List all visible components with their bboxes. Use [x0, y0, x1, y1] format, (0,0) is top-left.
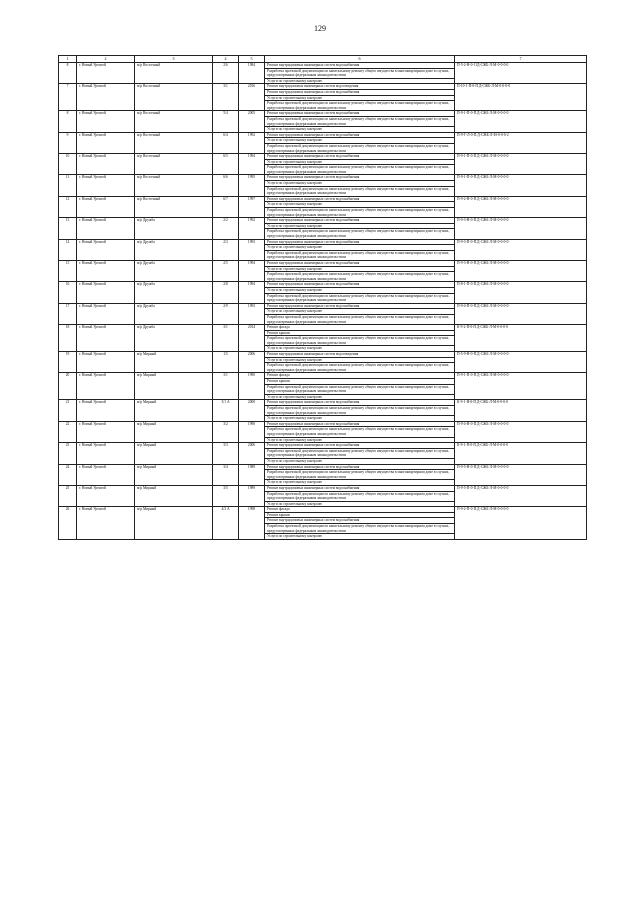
house-cell: 3/3 [213, 443, 239, 464]
work-type-cell: Услуги по строительному контролю [265, 181, 455, 187]
year-cell: 2006 [239, 443, 265, 464]
house-cell: 6/5 [213, 154, 239, 175]
object-code-cell: П-9-1-П-0-П.Д-СЖБ-Л-М-0-0-0-0 [455, 175, 587, 196]
city-cell: г. Новый Уренгой [77, 260, 135, 281]
year-cell: 1990 [239, 421, 265, 442]
year-cell: 1989 [239, 464, 265, 485]
object-code-cell: П-10-1-П-0-П.Д-СЖБ-Л-М-0-0-0-0 [455, 84, 587, 111]
city-cell: г. Новый Уренгой [77, 507, 135, 540]
city-cell: г. Новый Уренгой [77, 111, 135, 132]
city-cell: г. Новый Уренгой [77, 485, 135, 506]
city-cell: г. Новый Уренгой [77, 63, 135, 84]
year-cell: 2016 [239, 84, 265, 111]
house-cell: 3/1 А [213, 400, 239, 421]
city-cell: г. Новый Уренгой [77, 282, 135, 303]
object-code-cell: К-9-1-Н-0-П.Д-СЖБ-Л-М-0-0-0-0 [455, 400, 587, 421]
object-code-cell: К-9-2-П-0-П.Д-СЖБ-Л-М-0-0-0-0 [455, 325, 587, 352]
year-cell: 2005 [239, 111, 265, 132]
work-type-cell: Разработка проектной документации по капитальному ремонту общего имущества в многоквартирном доме в случаях, предусмотренных федеральным законодательством [265, 384, 455, 394]
district-cell: м/р Дружба [135, 282, 213, 303]
object-code-cell: П-9-4-Н-0-П.Д-СЖБ-Л-М-0-0-0-0 [455, 421, 587, 442]
object-code-cell: П-9-2-Н-0-П.Д-СЖБ-Л-М-0-0-0-0 [455, 196, 587, 217]
house-cell: 1/5 [213, 352, 239, 373]
object-code-cell: П-9-Т-Л-0-П.Д-СЖБ-Л-М-0-0-0-2 [455, 132, 587, 153]
table-row [59, 421, 587, 427]
work-type-cell: Ремонт внутридомовых инженерных систем водоснабжения [265, 239, 455, 245]
row-number: 8 [59, 63, 77, 84]
work-type-cell: Разработка проектной документации по капитальному ремонту общего имущества в многоквартирном доме в случаях, предусмотренных федеральным законодательством [265, 208, 455, 218]
work-type-cell: Услуги по строительному контролю [265, 138, 455, 144]
district-cell: м/р Мирный [135, 485, 213, 506]
work-type-cell: Услуги по строительному контролю [265, 95, 455, 101]
city-cell: г. Новый Уренгой [77, 443, 135, 464]
district-cell: м/р Восточный [135, 84, 213, 111]
work-type-cell: Услуги по строительному контролю [265, 437, 455, 443]
city-cell: г. Новый Уренгой [77, 325, 135, 352]
work-type-cell: Ремонт фасада [265, 373, 455, 379]
year-cell: 1997 [239, 196, 265, 217]
table-row [59, 260, 587, 266]
work-type-cell: Разработка проектной документации по капитальному ремонту общего имущества в многоквартирном доме в случаях, предусмотренных федеральным законодательством [265, 68, 455, 78]
object-code-cell: П-9-3-Н-0-П.Д-СЖБ-Л-М-0-0-0-0 [455, 260, 587, 281]
work-type-cell: Разработка проектной документации по капитальному ремонту общего имущества в многоквартирном доме в случаях, предусмотренных федеральным законодательством [265, 116, 455, 126]
row-number: 22 [59, 421, 77, 442]
work-type-cell: Ремонт внутридомовых инженерных систем водоснабжения [265, 443, 455, 449]
work-type-cell: Разработка проектной документации по капитальному ремонту общего имущества в многоквартирном доме в случаях, предусмотренных федеральным законодательством [265, 491, 455, 501]
work-type-cell: Разработка проектной документации по капитальному ремонту общего имущества в многоквартирном доме в случаях, предусмотренных федеральным законодательством [265, 448, 455, 458]
row-number: 25 [59, 485, 77, 506]
work-type-cell: Ремонт внутридомовых инженерных систем водоснабжения [265, 282, 455, 288]
table-row [59, 63, 587, 69]
table-row [59, 175, 587, 181]
work-type-cell: Услуги по строительному контролю [265, 534, 455, 540]
work-type-cell: Разработка проектной документации по капитальному ремонту общего имущества в многоквартирном доме в случаях, предусмотренных федеральным законодательством [265, 186, 455, 196]
work-type-cell: Ремонт внутридомовых инженерных систем водоснабжения [265, 303, 455, 309]
house-cell: 4/3 А [213, 507, 239, 540]
work-type-cell: Разработка проектной документации по капитальному ремонту общего имущества в многоквартирном доме в случаях, предусмотренных федеральным законодательством [265, 101, 455, 111]
capital-repair-table [58, 55, 587, 540]
district-cell: м/р Мирный [135, 507, 213, 540]
work-type-cell: Разработка проектной документации по капитальному ремонту общего имущества в многоквартирном доме в случаях, предусмотренных федеральным законодательством [265, 336, 455, 346]
table-row [59, 154, 587, 160]
work-type-cell: Ремонт фасада [265, 507, 455, 513]
year-cell: 1995 [239, 175, 265, 196]
object-code-cell: П-9-1-П-0-П.Д-СЖБ-Л-М-0-0-0-0 [455, 154, 587, 175]
work-type-cell: Разработка проектной документации по капитальному ремонту общего имущества в многоквартирном доме в случаях, предусмотренных федеральным законодательством [265, 250, 455, 260]
house-cell: 3/1 [213, 84, 239, 111]
district-cell: м/р Дружба [135, 325, 213, 352]
column-header: 6 [265, 56, 455, 63]
object-code-cell: П-9-5-Н-0-П.Д-СЖБ-Л-М-0-0-0-0 [455, 464, 587, 485]
table-row [59, 111, 587, 117]
district-cell: м/р Восточный [135, 196, 213, 217]
object-code-cell: К-9-1-П-0-П.Д-СЖБ-Л-М-0-0-0-0 [455, 443, 587, 464]
work-type-cell: Ремонт внутридомовых инженерных систем водоснабжения [265, 196, 455, 202]
house-cell: 6/4 [213, 132, 239, 153]
work-type-cell: Услуги по строительному контролю [265, 501, 455, 507]
work-type-cell: Ремонт внутридомовых инженерных систем водоснабжения [265, 260, 455, 266]
work-type-cell: Услуги по строительному контролю [265, 480, 455, 486]
object-code-cell: П-5-9-Н-0-П.Д-СЖБ-Л-М-0-0-0-0 [455, 352, 587, 373]
district-cell: м/р Восточный [135, 175, 213, 196]
work-type-cell: Ремонт внутридомовых инженерных систем водоснабжения [265, 111, 455, 117]
city-cell: г. Новый Уренгой [77, 421, 135, 442]
city-cell: г. Новый Уренгой [77, 352, 135, 373]
object-code-cell: П-9-4-П-0-П.Д-СЖБ-Л-М-0-0-0-0 [455, 303, 587, 324]
work-type-cell: Услуги по строительному контролю [265, 78, 455, 84]
work-type-cell: Разработка проектной документации по капитальному ремонту общего имущества в многоквартирном доме в случаях, предусмотренных федеральным законодательством [265, 406, 455, 416]
work-type-cell: Услуги по строительному контролю [265, 287, 455, 293]
work-type-cell: Ремонт внутридомовых инженерных систем водоснабжения [265, 218, 455, 224]
district-cell: м/р Мирный [135, 352, 213, 373]
work-type-cell: Услуги по строительному контролю [265, 127, 455, 133]
object-code-cell: П-9-3-П-0-П.Д-СЖБ-Л-М-0-0-0-0 [455, 239, 587, 260]
district-cell: м/р Мирный [135, 443, 213, 464]
work-type-cell: Разработка проектной документации по капитальному ремонту общего имущества в многоквартирном доме в случаях, предусмотренных федеральным законодательством [265, 524, 455, 534]
object-code-cell: П-5-2-Н-0-11Д-СЖБ-Л-М-0-0-0-0 [455, 63, 587, 84]
city-cell: г. Новый Уренгой [77, 154, 135, 175]
work-type-cell: Услуги по строительному контролю [265, 458, 455, 464]
house-cell: 2/6 [213, 63, 239, 84]
row-number: 15 [59, 260, 77, 281]
work-type-cell: Услуги по строительному контролю [265, 159, 455, 165]
work-type-cell: Ремонт внутридомовых инженерных систем водоснабжения [265, 421, 455, 427]
row-number: 13 [59, 218, 77, 239]
house-cell: 2/9 [213, 303, 239, 324]
district-cell: м/р Мирный [135, 373, 213, 400]
house-cell: 2/3 [213, 239, 239, 260]
table-row [59, 84, 587, 90]
district-cell: м/р Дружба [135, 260, 213, 281]
year-cell: 1994 [239, 260, 265, 281]
district-cell: м/р Мирный [135, 464, 213, 485]
house-cell: 6/7 [213, 196, 239, 217]
city-cell: г. Новый Уренгой [77, 400, 135, 421]
year-cell: 2014 [239, 325, 265, 352]
table-row [59, 443, 587, 449]
house-cell: 3/4 [213, 464, 239, 485]
year-cell: 1984 [239, 63, 265, 84]
district-cell: м/р Восточный [135, 111, 213, 132]
work-type-cell: Услуги по строительному контролю [265, 245, 455, 251]
city-cell: г. Новый Уренгой [77, 175, 135, 196]
house-cell: 3/1 [213, 373, 239, 400]
work-type-cell: Разработка проектной документации по капитальному ремонту общего имущества в многоквартирном доме в случаях, предусмотренных федеральным законодательством [265, 363, 455, 373]
table-body [59, 63, 587, 540]
row-number: 14 [59, 239, 77, 260]
table-row [59, 303, 587, 309]
column-header: 4 [213, 56, 239, 63]
work-type-cell: Разработка проектной документации по капитальному ремонту общего имущества в многоквартирном доме в случаях, предусмотренных федеральным законодательством [265, 143, 455, 153]
object-code-cell: П-9-3-Н-0-П.Д-СЖБ-Л-М-0-0-0-0 [455, 218, 587, 239]
object-code-cell: П-8-1-П-0-П.Д-СЖБ-Л-М-0-0-0-0 [455, 282, 587, 303]
city-cell: г. Новый Уренгой [77, 84, 135, 111]
work-type-cell: Ремонт внутридомовых инженерных систем водоснабжения [265, 154, 455, 160]
row-number: 20 [59, 373, 77, 400]
work-type-cell: Услуги по строительному контролю [265, 357, 455, 363]
column-header: 3 [135, 56, 213, 63]
row-number: 9 [59, 132, 77, 153]
work-type-cell: Разработка проектной документации по капитальному ремонту общего имущества в многоквартирном доме в случаях, предусмотренных федеральным законодательством [265, 165, 455, 175]
row-number: 16 [59, 282, 77, 303]
year-cell: 1992 [239, 132, 265, 153]
year-cell: 2006 [239, 352, 265, 373]
year-cell: 1989 [239, 485, 265, 506]
house-cell: 2/5 [213, 260, 239, 281]
work-type-cell: Ремонт внутридомовых инженерных систем водоотведения [265, 84, 455, 90]
year-cell: 1993 [239, 303, 265, 324]
work-type-cell: Разработка проектной документации по капитальному ремонту общего имущества в многоквартирном доме в случаях, предусмотренных федеральным законодательством [265, 470, 455, 480]
work-type-cell: Разработка проектной документации по капитальному ремонту общего имущества в многоквартирном доме в случаях, предусмотренных федеральным законодательством [265, 229, 455, 239]
table-row [59, 400, 587, 406]
year-cell: 1990 [239, 373, 265, 400]
table-row [59, 218, 587, 224]
city-cell: г. Новый Уренгой [77, 132, 135, 153]
table-row [59, 464, 587, 470]
work-type-cell: Ремонт внутридомовых инженерных систем водоснабжения [265, 400, 455, 406]
table-row [59, 352, 587, 358]
work-type-cell: Ремонт внутридомовых инженерных систем водоснабжения [265, 63, 455, 69]
table-row [59, 239, 587, 245]
row-number: 24 [59, 464, 77, 485]
house-cell: 3/2 [213, 421, 239, 442]
house-cell: 3/1 [213, 325, 239, 352]
row-number: 19 [59, 352, 77, 373]
object-code-cell: П-9-1-П-0-П.Д-СЖБ-Л-М-0-0-0-0 [455, 111, 587, 132]
district-cell: м/р Дружба [135, 239, 213, 260]
house-cell: 3/5 [213, 485, 239, 506]
table-row [59, 132, 587, 138]
city-cell: г. Новый Уренгой [77, 218, 135, 239]
work-type-cell: Услуги по строительному контролю [265, 309, 455, 315]
year-cell: 2000 [239, 400, 265, 421]
page-number: 129 [314, 24, 326, 33]
city-cell: г. Новый Уренгой [77, 373, 135, 400]
row-number: 21 [59, 400, 77, 421]
year-cell: 1994 [239, 154, 265, 175]
row-number: 8 [59, 111, 77, 132]
work-type-cell: Разработка проектной документации по капитальному ремонту общего имущества в многоквартирном доме в случаях, предусмотренных федеральным законодательством [265, 314, 455, 324]
row-number: 26 [59, 507, 77, 540]
work-type-cell: Разработка проектной документации по капитальному ремонту общего имущества в многоквартирном доме в случаях, предусмотренных федеральным законодательством [265, 272, 455, 282]
district-cell: м/р Мирный [135, 421, 213, 442]
column-number-row [59, 56, 587, 63]
district-cell: м/р Дружба [135, 303, 213, 324]
house-cell: 2/2 [213, 218, 239, 239]
house-cell: 2/8 [213, 282, 239, 303]
table-row [59, 282, 587, 288]
work-type-cell: Ремонт крыши [265, 512, 455, 518]
table-row [59, 485, 587, 491]
city-cell: г. Новый Уренгой [77, 303, 135, 324]
work-type-cell: Услуги по строительному контролю [265, 346, 455, 352]
work-type-cell: Разработка проектной документации по капитальному ремонту общего имущества в многоквартирном доме в случаях, предусмотренных федеральным законодательством [265, 427, 455, 437]
work-type-cell: Ремонт фасада [265, 325, 455, 331]
row-number: 7 [59, 84, 77, 111]
year-cell: 1992 [239, 218, 265, 239]
column-header: 1 [59, 56, 77, 63]
row-number: 18 [59, 325, 77, 352]
row-number: 10 [59, 154, 77, 175]
city-cell: г. Новый Уренгой [77, 196, 135, 217]
district-cell: м/р Восточный [135, 132, 213, 153]
district-cell: м/р Восточный [135, 154, 213, 175]
work-type-cell: Ремонт внутридомовых инженерных систем водоснабжения [265, 175, 455, 181]
work-type-cell: Услуги по строительному контролю [265, 223, 455, 229]
work-type-cell: Ремонт внутридомовых инженерных систем водоснабжения [265, 518, 455, 524]
work-type-cell: Услуги по строительному контролю [265, 202, 455, 208]
work-type-cell: Ремонт внутридомовых инженерных систем водоснабжения [265, 89, 455, 95]
work-type-cell: Ремонт внутридомовых инженерных систем водоснабжения [265, 485, 455, 491]
row-number: 17 [59, 303, 77, 324]
column-header: 7 [455, 56, 587, 63]
work-type-cell: Ремонт крыши [265, 330, 455, 336]
column-header: 5 [239, 56, 265, 63]
work-type-cell: Ремонт крыши [265, 379, 455, 385]
work-type-cell: Услуги по строительному контролю [265, 394, 455, 400]
column-header: 2 [77, 56, 135, 63]
year-cell: 1993 [239, 239, 265, 260]
work-type-cell: Ремонт внутридомовых инженерных систем водоснабжения [265, 464, 455, 470]
city-cell: г. Новый Уренгой [77, 239, 135, 260]
district-cell: м/р Восточный [135, 63, 213, 84]
work-type-cell: Ремонт внутридомовых инженерных систем водоотведения [265, 352, 455, 358]
house-cell: 6/6 [213, 175, 239, 196]
year-cell: 1998 [239, 507, 265, 540]
district-cell: м/р Мирный [135, 400, 213, 421]
object-code-cell: П-9-2-П-0-П.Д-СЖБ-Л-М-0-0-0-0 [455, 507, 587, 540]
object-code-cell: П-9-5-П-0-П.Д-СЖБ-Л-М-0-0-0-0 [455, 485, 587, 506]
object-code-cell: П-9-1-П-0-П.Д-СЖБ-Л-М-0-0-0-0 [455, 373, 587, 400]
house-cell: 5/4 [213, 111, 239, 132]
work-type-cell: Услуги по строительному контролю [265, 266, 455, 272]
row-number: 12 [59, 196, 77, 217]
city-cell: г. Новый Уренгой [77, 464, 135, 485]
work-type-cell: Ремонт внутридомовых инженерных систем водоснабжения [265, 132, 455, 138]
work-type-cell: Услуги по строительному контролю [265, 416, 455, 422]
row-number: 23 [59, 443, 77, 464]
table-row [59, 196, 587, 202]
year-cell: 1994 [239, 282, 265, 303]
work-type-cell: Разработка проектной документации по капитальному ремонту общего имущества в многоквартирном доме в случаях, предусмотренных федеральным законодательством [265, 293, 455, 303]
district-cell: м/р Дружба [135, 218, 213, 239]
row-number: 11 [59, 175, 77, 196]
